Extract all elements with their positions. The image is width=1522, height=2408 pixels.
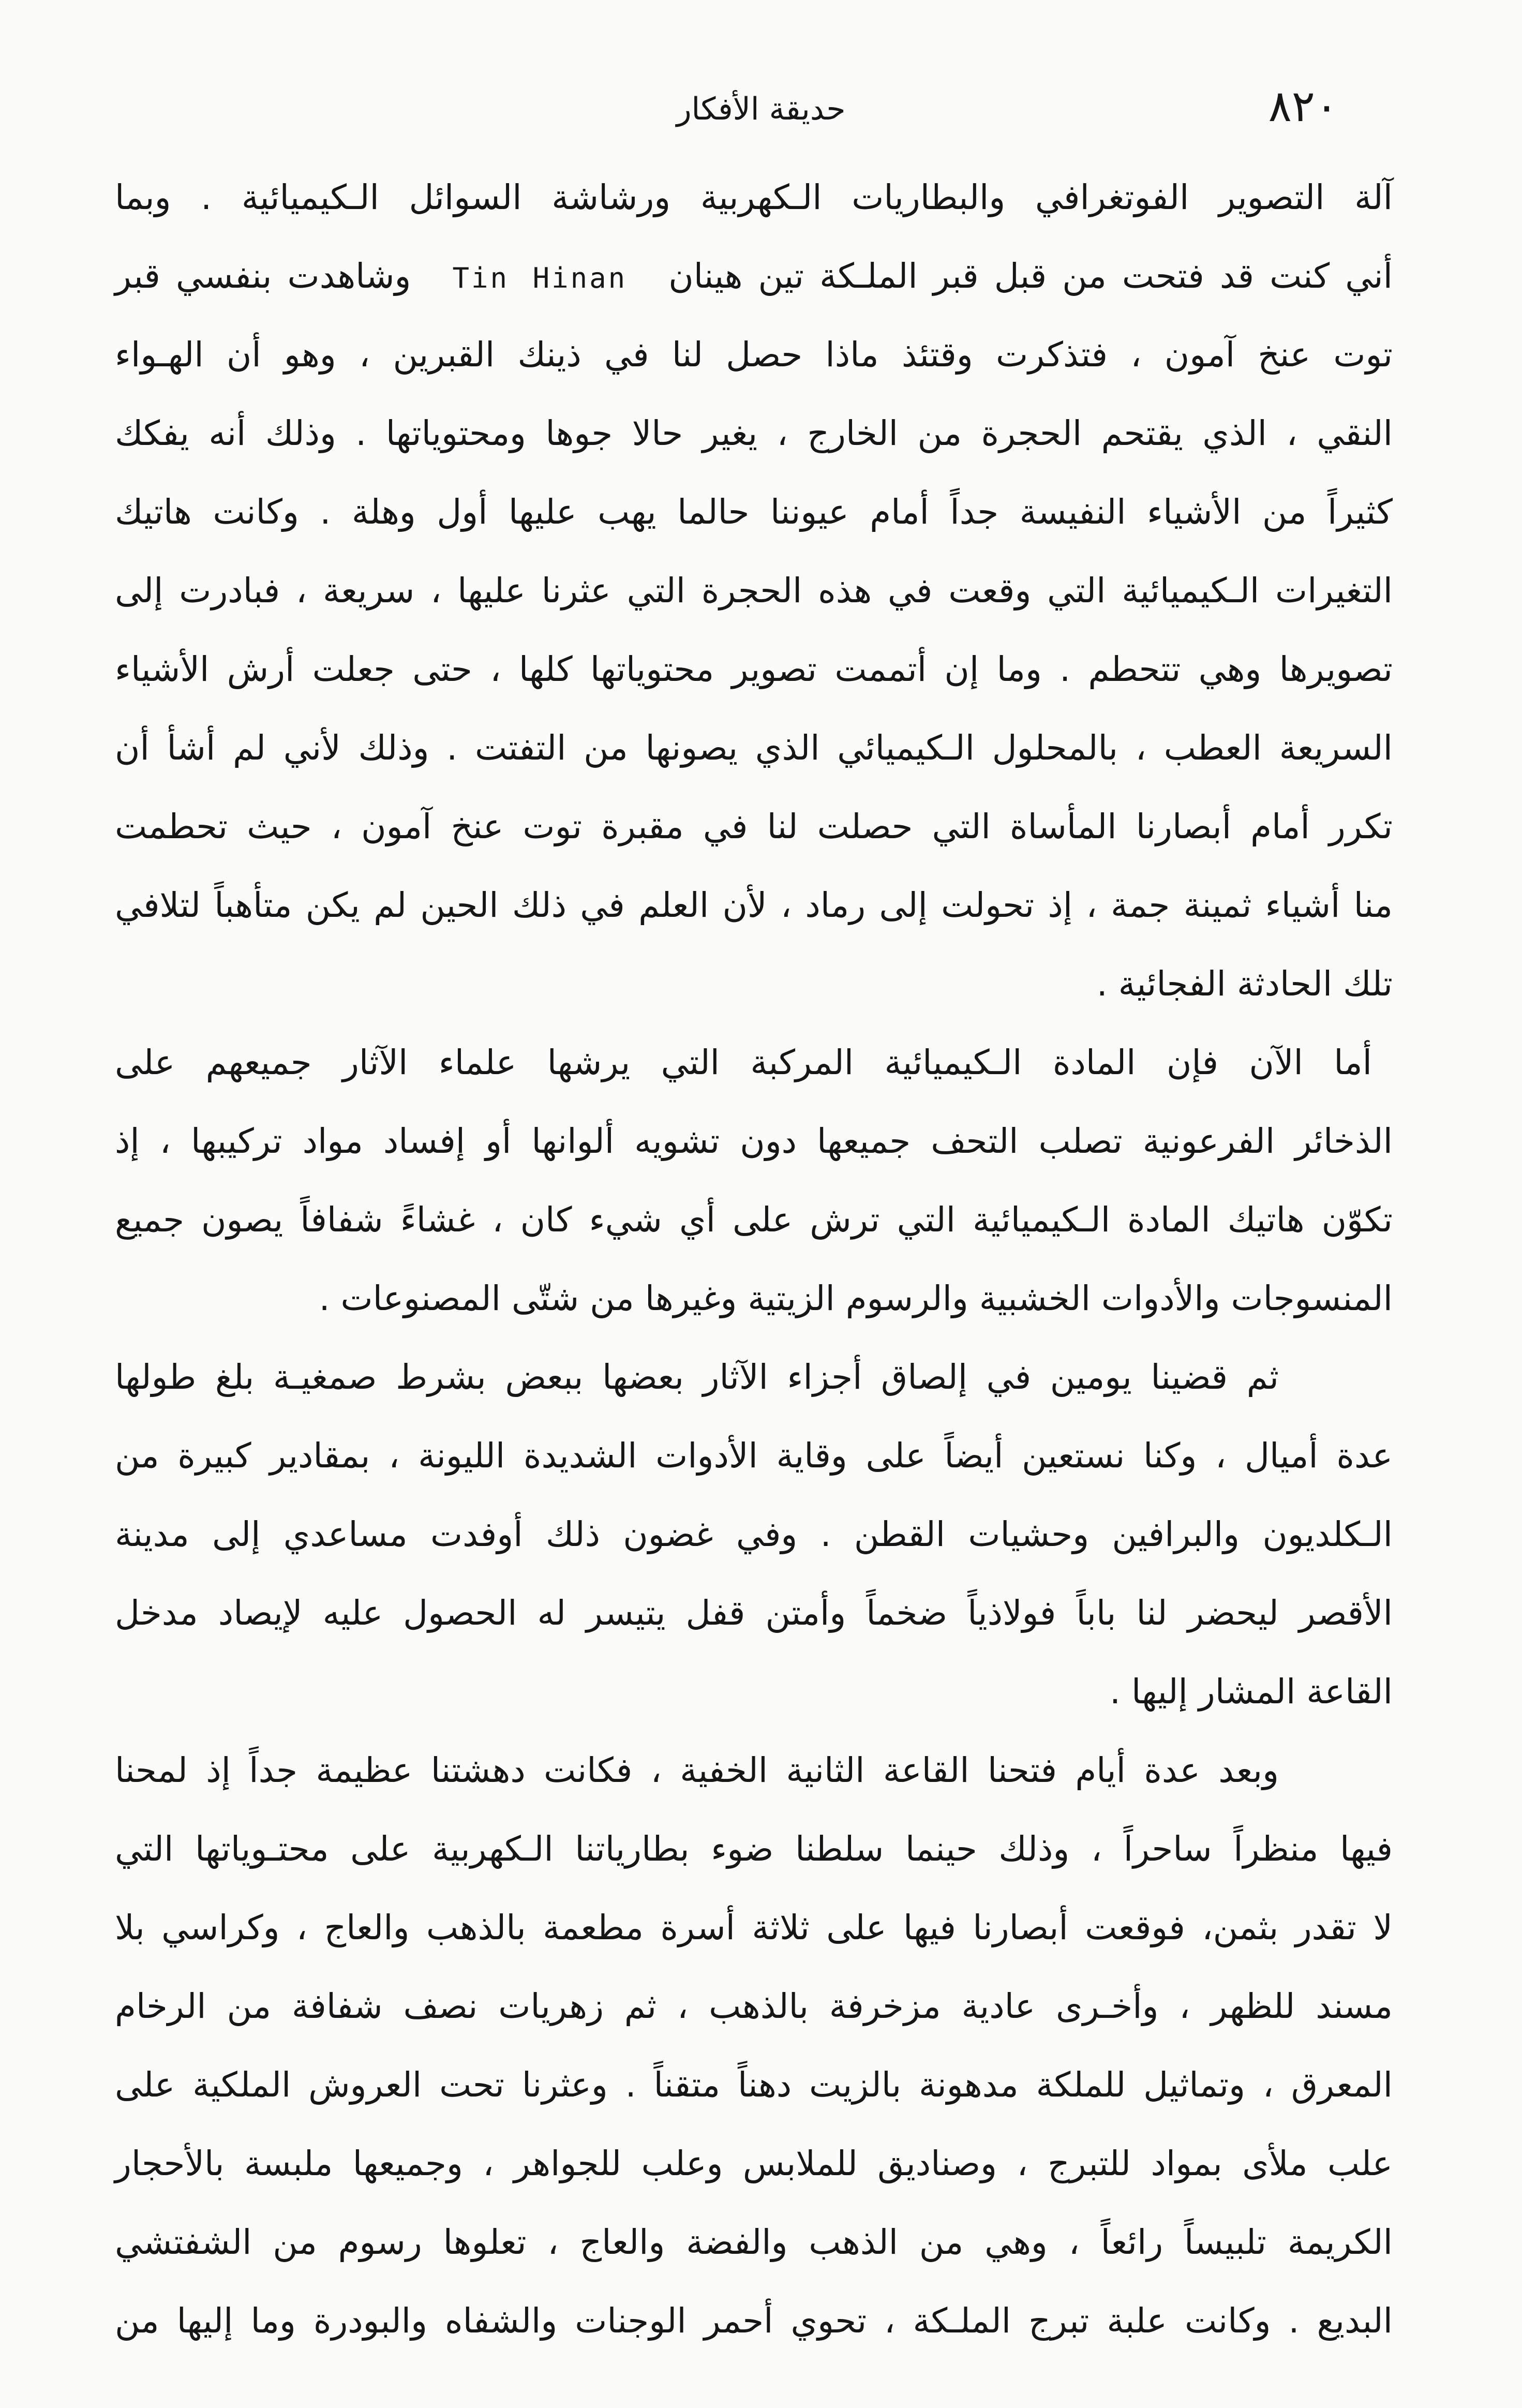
text-segment: أني كنت قد فتحت من قبل قبر الملـكة تين هينان — [668, 256, 1393, 296]
text-line: آلة التصوير الفوتغرافي والبطاريات الـكهربية ورشاشة السوائل الـكيميائية . وبما — [115, 177, 1393, 217]
text-line: ثم قضينا يومين في إلصاق أجزاء الآثار بعضها ببعض بشرط صمغيـة بلغ طولها — [115, 1357, 1279, 1397]
text-line: تلك الحادثة الفجائية . — [1096, 964, 1393, 1004]
text-line: المنسوجات والأدوات الخشبية والرسوم الزيتية وغيرها من شتّى المصنوعات . — [319, 1279, 1393, 1318]
text-line: التغيرات الـكيميائية التي وقعت في هذه الحجرة التي عثرنا عليها ، سريعة ، فبادرت إلى — [115, 571, 1393, 611]
text-line: المعرق ، وتماثيل للملكة مدهونة بالزيت دهناً متقناً . وعثرنا تحت العروش الملكية على — [115, 2065, 1393, 2105]
text-segment: وشاهدت بنفسي قبر — [115, 256, 411, 296]
text-line: لا تقدر بثمن، فوقعت أبصارنا فيها على ثلاثة أسرة مطعمة بالذهب والعاج ، وكراسي بلا — [115, 1908, 1393, 1948]
text-line: تكوّن هاتيك المادة الـكيميائية التي ترش على أي شيء كان ، غشاءً شفافاً يصون جميع — [115, 1200, 1393, 1240]
text-line: مسند للظهر ، وأخـرى عادية مزخرفة بالذهب ، ثم زهريات نصف شفافة من الرخام — [115, 1986, 1393, 2026]
text-line: فيها منظراً ساحراً ، وذلك حينما سلطنا ضوء بطارياتنا الـكهربية على محتـوياتها التي — [115, 1829, 1393, 1869]
text-line: عدة أميال ، وكنا نستعين أيضاً على وقاية الأدوات الشديدة الليونة ، بمقادير كبيرة من — [115, 1436, 1393, 1476]
text-line: تكرر أمام أبصارنا المأساة التي حصلت لنا في مقبرة توت عنخ آمون ، حيث تحطمت — [115, 807, 1393, 846]
text-line — [115, 237, 1393, 316]
text-line: علب ملأى بمواد للتبرج ، وصناديق للملابس وعلب للجواهر ، وجميعها ملبسة بالأحجار — [115, 2144, 1393, 2183]
page-header — [0, 72, 1522, 140]
text-line: الأقصر ليحضر لنا باباً فولاذياً ضخماً وأمتن قفل يتيسر له الحصول عليه لإيصاد مدخل — [115, 1593, 1393, 1633]
text-line: القاعة المشار إليها . — [1110, 1672, 1393, 1712]
text-line: الذخائر الفرعونية تصلب التحف جميعها دون تشويه ألوانها أو إفساد مواد تركيبها ، إذ — [115, 1121, 1393, 1161]
text-line: تصويرها وهي تتحطم . وما إن أتممت تصوير محتوياتها كلها ، حتى جعلت أرش الأشياء — [115, 649, 1393, 689]
body-text — [115, 158, 1393, 2360]
text-line: منا أشياء ثمينة جمة ، إذ تحولت إلى رماد ، لأن العلم في ذلك الحين لم يكن متأهباً لتلافي — [115, 885, 1393, 925]
page-number: ٨٢٠ — [1268, 81, 1338, 131]
text-line: توت عنخ آمون ، فتذكرت وقتئذ ماذا حصل لنا في ذينك القبرين ، وهو أن الهـواء — [115, 335, 1393, 375]
latin-name: Tin Hinan — [452, 262, 628, 294]
text-line: كثيراً من الأشياء النفيسة جداً أمام عيوننا حالما يهب عليها أول وهلة . وكانت هاتيك — [115, 492, 1393, 532]
text-line: الـكلديون والبرافين وحشيات القطن . وفي غضون ذلك أوفدت مساعدي إلى مدينة — [115, 1514, 1393, 1554]
text-line: أما الآن فإن المادة الـكيميائية المركبة التي يرشها علماء الآثار جميعهم على — [115, 1043, 1372, 1082]
text-line: السريعة العطب ، بالمحلول الـكيميائي الذي يصونها من التفتت . وذلك لأني لم أشأ أن — [115, 728, 1393, 768]
running-title: حديقة الأفكار — [676, 91, 846, 127]
text-line: وبعد عدة أيام فتحنا القاعة الثانية الخفية ، فكانت دهشتنا عظيمة جداً إذ لمحنا — [115, 1750, 1279, 1790]
text-line: الكريمة تلبيساً رائعاً ، وهي من الذهب والفضة والعاج ، تعلوها رسوم من الشفتشي — [115, 2222, 1393, 2262]
text-line: البديع . وكانت علبة تبرج الملـكة ، تحوي أحمر الوجنات والشفاه والبودرة وما إليها من — [115, 2301, 1393, 2341]
text-line: النقي ، الذي يقتحم الحجرة من الخارج ، يغير حالا جوها ومحتوياتها . وذلك أنه يفكك — [115, 413, 1393, 453]
